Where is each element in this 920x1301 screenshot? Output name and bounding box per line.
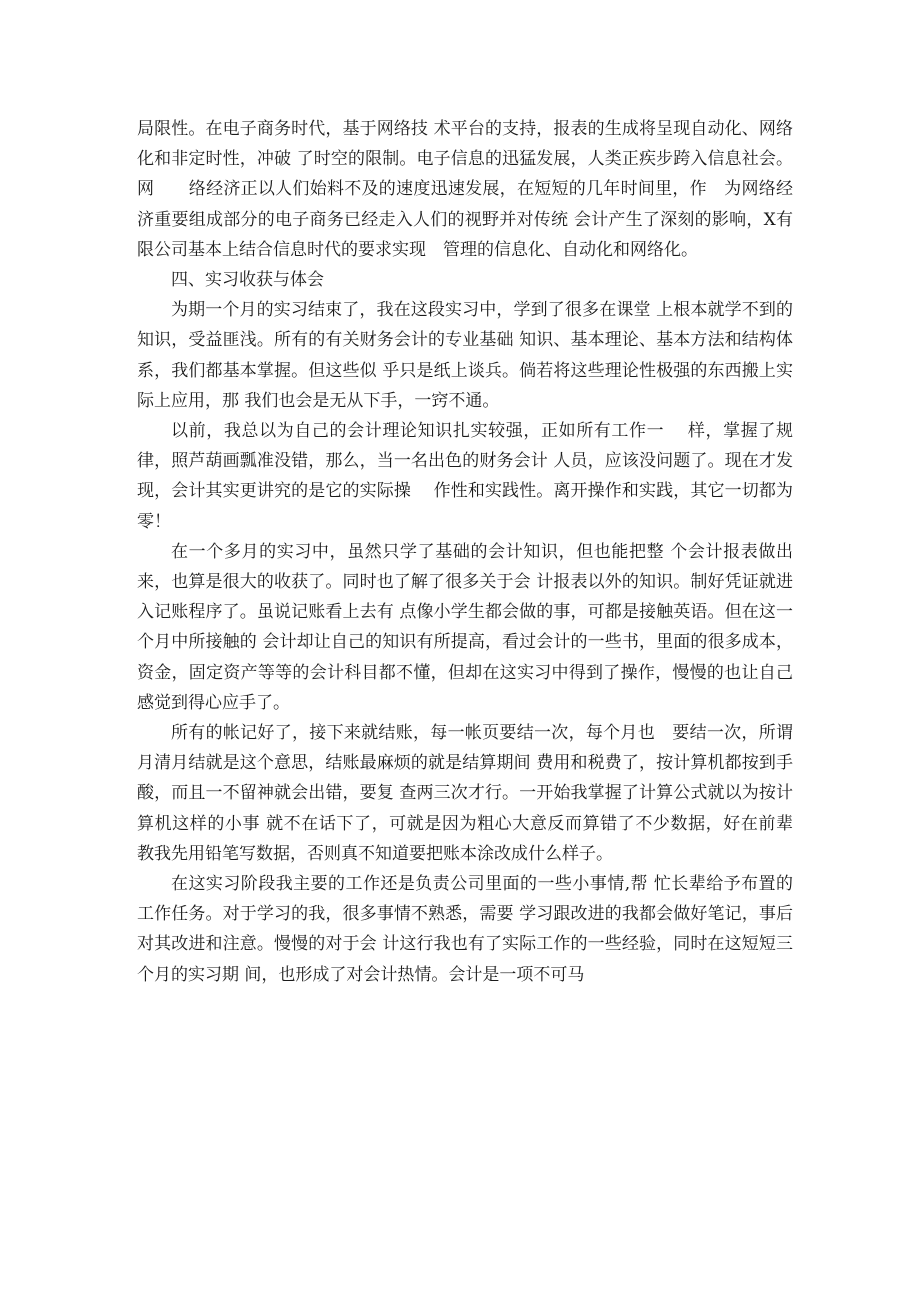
- paragraph-5: 在这实习阶段我主要的工作还是负责公司里面的一些小事情,帮 忙长辈给予布置的工作任务。对于学习的我，很多事情不熟悉，需要 学习跟改进的我都会做好笔记，事后对其改进和注意。慢慢的对于会 计这行我也有了实际工作的一些经验，同时在这短短三个月的实习期 间，也形成了对会计热情。会计是一项不可马: [137, 874, 793, 985]
- paragraph-2: 以前，我总以为自己的会计理论知识扎实较强，正如所有工作一 样，掌握了规律，照芦葫画瓢准没错，那么，当一名出色的财务会计 人员，应该没问题了。现在才发现，会计其实更讲究的是它的实际操 作性和实践性。离开操作和实践，其它一切都为零！: [137, 421, 793, 532]
- paragraph-intro: 局限性。在电子商务时代，基于网络技 术平台的支持，报表的生成将呈现自动化、网络化和非定时性，冲破 了时空的限制。电子信息的迅猛发展，人类正疾步跨入信息社会。网 络经济正以人们始料不及的速度迅速发展，在短短的几年时间里，作 为网络经济重要组成部分的电子商务已经走入人们的视野并对传统 会计产生了深刻的影响，X有限公司基本上结合信息时代的要求实现 管理的信息化、自动化和网络化。: [137, 119, 793, 260]
- paragraph-4: 所有的帐记好了，接下来就结账，每一帐页要结一次，每个月也 要结一次，所谓月清月结就是这个意思，结账最麻烦的就是结算期间 费用和税费了，按计算机都按到手酸，而且一不留神就会出错，要复 查两三次才行。一开始我掌握了计算公式就以为按计算机这样的小事 就不在话下了，可就是因为粗心大意反而算错了不少数据，好在前辈 教我先用铅笔写数据，否则真不知道要把账本涂改成什么样子。: [137, 723, 793, 864]
- paragraph-1: 为期一个月的实习结束了，我在这段实习中，学到了很多在课堂 上根本就学不到的知识，受益匪浅。所有的有关财务会计的专业基础 知识、基本理论、基本方法和结构体系，我们都基本掌握。但这些似 乎只是纸上谈兵。倘若将这些理论性极强的东西搬上实际上应用，那 我们也会是无从下手，一窍不通。: [137, 300, 793, 411]
- document-body: [137, 114, 793, 990]
- section-heading: 四、实习收获与体会: [171, 270, 324, 291]
- paragraph-3: 在一个多月的实习中，虽然只学了基础的会计知识，但也能把整 个会计报表做出来，也算是很大的收获了。同时也了解了很多关于会 计报表以外的知识。制好凭证就进入记账程序了。虽说记账看上去有 点像小学生都会做的事，可都是接触英语。但在这一个月中所接触的 会计却让自己的知识有所提高，看过会计的一些书，里面的很多成本， 资金，固定资产等等的会计科目都不懂，但却在这实习中得到了操作，慢慢的也让自己感觉到得心应手了。: [137, 541, 793, 713]
